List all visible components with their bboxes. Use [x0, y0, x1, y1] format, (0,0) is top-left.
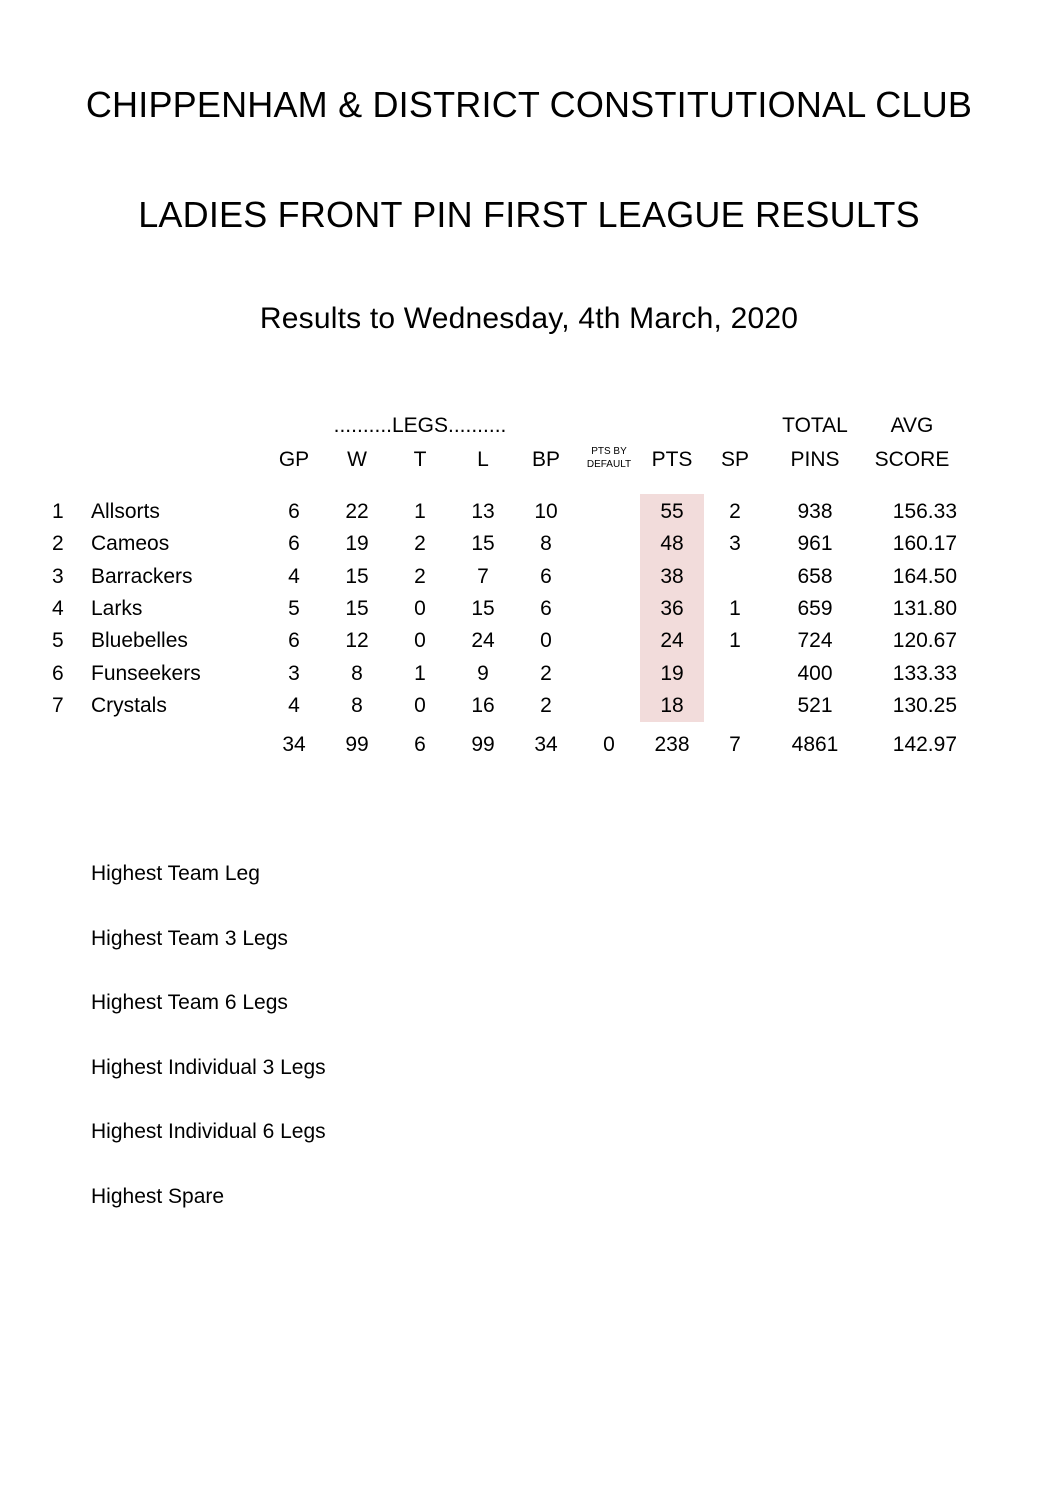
gp-cell: 5: [288, 597, 300, 620]
t-cell: 2: [414, 532, 426, 555]
pts-cell: 48: [660, 532, 684, 555]
position-cell: 4: [52, 597, 64, 620]
team-name-cell: Funseekers: [91, 662, 201, 685]
record-label: Highest Team Leg: [91, 862, 260, 885]
pts-cell: 19: [660, 662, 684, 685]
bp-cell: 10: [534, 500, 558, 523]
t-header: T: [413, 448, 427, 471]
w-cell: 12: [345, 629, 369, 652]
pts-cell: 24: [660, 629, 684, 652]
team-name-cell: Bluebelles: [91, 629, 188, 652]
avg-score-header-line1: AVG: [890, 414, 934, 437]
avg-cell: 133.33: [892, 662, 957, 685]
total-avg-cell: 142.97: [892, 733, 957, 756]
avg-cell: 131.80: [892, 597, 957, 620]
total-gp-cell: 34: [282, 733, 306, 756]
t-cell: 0: [414, 694, 426, 717]
position-cell: 7: [52, 694, 64, 717]
sp-cell: 1: [729, 629, 741, 652]
record-label: Highest Individual 6 Legs: [91, 1120, 326, 1143]
sp-cell: 2: [729, 500, 741, 523]
team-name-cell: Crystals: [91, 694, 167, 717]
pins-cell: 938: [797, 500, 833, 523]
pts-cell: 18: [660, 694, 684, 717]
total-pbd-cell: 0: [603, 733, 615, 756]
bp-cell: 8: [540, 532, 552, 555]
gp-cell: 6: [288, 532, 300, 555]
results-date: Results to Wednesday, 4th March, 2020: [259, 302, 799, 335]
total-w-cell: 99: [345, 733, 369, 756]
position-cell: 1: [52, 500, 64, 523]
team-name-cell: Cameos: [91, 532, 170, 555]
bp-cell: 0: [540, 629, 552, 652]
gp-cell: 6: [288, 629, 300, 652]
total-t-cell: 6: [414, 733, 426, 756]
league-title: LADIES FRONT PIN FIRST LEAGUE RESULTS: [138, 194, 920, 235]
pins-cell: 521: [797, 694, 833, 717]
total-sp-cell: 7: [729, 733, 741, 756]
gp-header: GP: [278, 448, 310, 471]
l-cell: 13: [471, 500, 495, 523]
position-cell: 2: [52, 532, 64, 555]
position-cell: 6: [52, 662, 64, 685]
sp-cell: 1: [729, 597, 741, 620]
pins-cell: 400: [797, 662, 833, 685]
total-pins-header-line2: PINS: [790, 448, 840, 471]
l-cell: 7: [477, 565, 489, 588]
pts-by-default-header-line1: PTS BY: [591, 446, 627, 457]
total-l-cell: 99: [471, 733, 495, 756]
l-cell: 9: [477, 662, 489, 685]
legs-group-label: ..........LEGS..........: [333, 414, 507, 437]
pins-cell: 961: [797, 532, 833, 555]
l-cell: 16: [471, 694, 495, 717]
t-cell: 2: [414, 565, 426, 588]
w-header: W: [347, 448, 367, 471]
position-cell: 3: [52, 565, 64, 588]
total-bp-cell: 34: [534, 733, 558, 756]
l-cell: 15: [471, 597, 495, 620]
total-pins-header-line1: TOTAL: [782, 414, 848, 437]
w-cell: 8: [351, 694, 363, 717]
pts-header: PTS: [651, 448, 693, 471]
avg-cell: 130.25: [892, 694, 957, 717]
gp-cell: 4: [288, 694, 300, 717]
bp-cell: 6: [540, 565, 552, 588]
pins-cell: 658: [797, 565, 833, 588]
record-label: Highest Team 6 Legs: [91, 991, 288, 1014]
pts-cell: 36: [660, 597, 684, 620]
w-cell: 19: [345, 532, 369, 555]
record-label: Highest Individual 3 Legs: [91, 1056, 326, 1079]
pts-cell: 55: [660, 500, 684, 523]
avg-cell: 120.67: [892, 629, 957, 652]
total-pins-cell: 4861: [791, 733, 839, 756]
team-name-cell: Larks: [91, 597, 143, 620]
sp-cell: 3: [729, 532, 741, 555]
bp-header: BP: [531, 448, 561, 471]
team-name-cell: Barrackers: [91, 565, 193, 588]
avg-cell: 160.17: [892, 532, 957, 555]
bp-cell: 6: [540, 597, 552, 620]
total-pts-cell: 238: [654, 733, 690, 756]
gp-cell: 3: [288, 662, 300, 685]
gp-cell: 6: [288, 500, 300, 523]
w-cell: 22: [345, 500, 369, 523]
bp-cell: 2: [540, 694, 552, 717]
position-cell: 5: [52, 629, 64, 652]
pins-cell: 659: [797, 597, 833, 620]
sp-header: SP: [720, 448, 750, 471]
record-label: Highest Spare: [91, 1185, 225, 1208]
pts-cell: 38: [660, 565, 684, 588]
avg-cell: 156.33: [892, 500, 957, 523]
t-cell: 1: [414, 662, 426, 685]
bp-cell: 2: [540, 662, 552, 685]
l-cell: 15: [471, 532, 495, 555]
pts-by-default-header: [587, 445, 631, 471]
club-title: CHIPPENHAM & DISTRICT CONSTITUTIONAL CLUB: [85, 84, 973, 125]
avg-score-header-line2: SCORE: [874, 448, 950, 471]
pts-by-default-header-line2: DEFAULT: [586, 459, 632, 470]
team-name-cell: Allsorts: [91, 500, 160, 523]
avg-cell: 164.50: [892, 565, 957, 588]
pins-cell: 724: [797, 629, 833, 652]
t-cell: 1: [414, 500, 426, 523]
w-cell: 15: [345, 565, 369, 588]
record-label: Highest Team 3 Legs: [91, 927, 288, 950]
l-header: L: [477, 448, 489, 471]
w-cell: 8: [351, 662, 363, 685]
gp-cell: 4: [288, 565, 300, 588]
t-cell: 0: [414, 597, 426, 620]
t-cell: 0: [414, 629, 426, 652]
l-cell: 24: [471, 629, 495, 652]
w-cell: 15: [345, 597, 369, 620]
